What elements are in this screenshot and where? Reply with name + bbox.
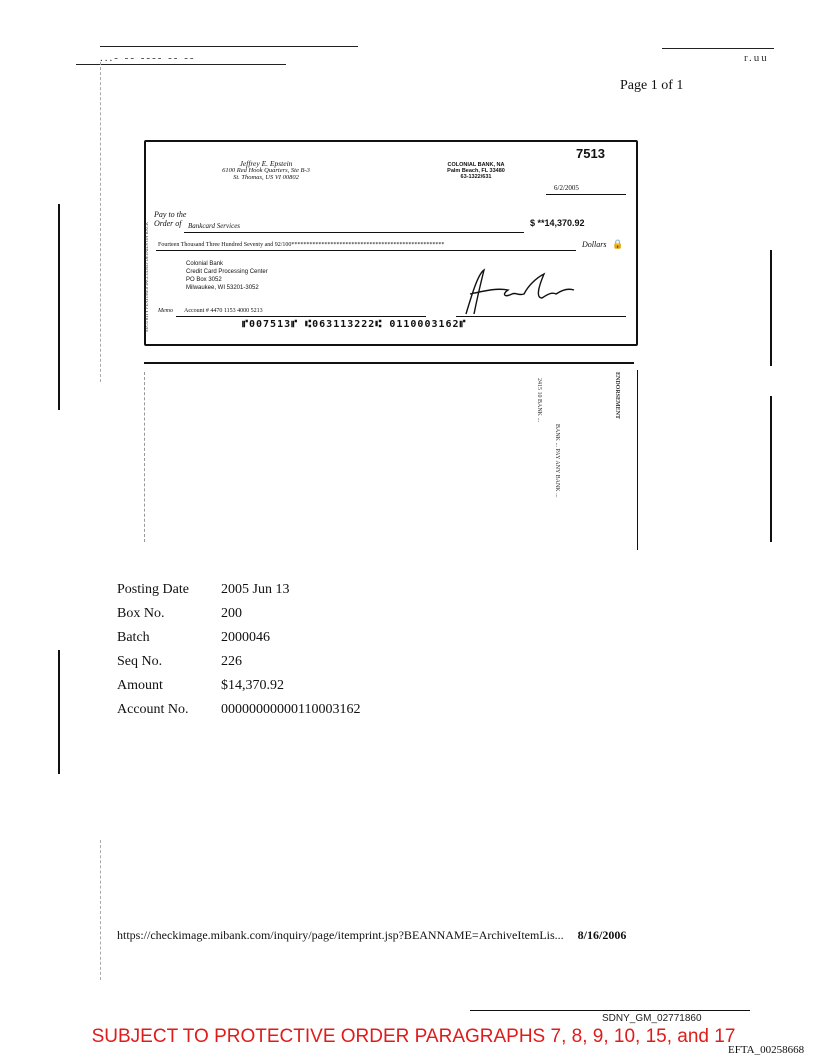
- scan-bar-left-mid: [58, 650, 60, 774]
- posting-value: $14,370.92: [221, 678, 284, 693]
- scan-edge-lower: [100, 840, 102, 980]
- posting-value: 226: [221, 654, 242, 669]
- pay-to-line-1: Pay to the: [154, 210, 187, 219]
- bank-city: Palm Beach, FL 33480: [447, 168, 505, 174]
- fax-header-right: r.uu: [744, 52, 769, 64]
- words-line: [156, 250, 576, 251]
- bank-name: COLONIAL BANK, NA: [447, 162, 505, 168]
- drawer-address-2: St. Thomas, US VI 00802: [233, 174, 299, 181]
- drawer-address-1: 6100 Red Hook Quarters, Ste B-3: [222, 167, 310, 174]
- scan-edge: [100, 62, 102, 382]
- back-endorsement-text-a: 2415 10 BANK ...: [536, 378, 542, 423]
- check-amount: $ **14,370.92: [530, 218, 585, 228]
- memo-value: Account # 4470 1153 4000 5213: [184, 308, 263, 314]
- lock-icon: 🔒: [612, 239, 624, 249]
- check-address-block: [186, 260, 268, 292]
- check-payee: Bankcard Services: [188, 222, 241, 230]
- payee-line: [184, 232, 524, 233]
- bates-number: SDNY_GM_02771860: [602, 1013, 702, 1024]
- check-bank: [426, 162, 526, 180]
- check-image-back: [144, 362, 634, 550]
- footer-url-line: [117, 928, 626, 943]
- back-endorsement-text-c: ENDORSEMENT: [614, 372, 620, 420]
- dollars-label: Dollars: [582, 240, 607, 249]
- fax-header-left: ...- -- ---- -- --: [100, 52, 196, 64]
- posting-value: 2005 Jun 13: [221, 582, 290, 597]
- address-line-2: Credit Card Processing Center: [186, 269, 268, 275]
- check-date: 6/2/2005: [554, 184, 579, 192]
- signature-image: [458, 264, 578, 318]
- posting-value: 200: [221, 606, 242, 621]
- memo-label: Memo: [158, 308, 173, 314]
- address-line-4: Milwaukee, WI 53201-3052: [186, 285, 259, 291]
- print-url: https://checkimage.mibank.com/inquiry/page/itemprint.jsp?BEANNAME=ArchiveItemLis...: [117, 928, 564, 942]
- posting-label: Box No.: [117, 606, 165, 621]
- back-endorsement-text-b: BANK ... PAY ANY BANK ...: [554, 424, 560, 498]
- fax-rule: [100, 46, 358, 47]
- check-drawer: [206, 160, 326, 181]
- fax-rule-lower: [76, 64, 286, 65]
- check-side-text: SECURITY FEATURES INCLUDED DETAILS ON BACK: [144, 221, 149, 332]
- scan-bar-left-top: [58, 204, 60, 410]
- signature-line: [456, 316, 626, 317]
- check-amount-words: Fourteen Thousand Three Hundred Seventy and 92/100***************************************************: [158, 242, 445, 248]
- pay-to-label: [154, 210, 186, 228]
- address-line-3: PO Box 3052: [186, 277, 222, 283]
- address-line-1: Colonial Bank: [186, 261, 224, 267]
- print-date: 8/16/2006: [577, 928, 627, 942]
- date-line: [546, 194, 626, 195]
- bates-rule: [470, 1010, 750, 1011]
- fax-rule-right: [662, 48, 774, 49]
- posting-label: Account No.: [117, 702, 189, 717]
- memo-line: [176, 316, 426, 317]
- back-right-edge: [637, 370, 638, 550]
- efta-number: EFTA_00258668: [728, 1044, 805, 1056]
- page-label: Page 1 of 1: [620, 78, 684, 93]
- posting-value: 2000046: [221, 630, 270, 645]
- scan-bar-right-top: [770, 250, 772, 366]
- check-image-front: [144, 140, 638, 346]
- posting-value: 00000000000110003162: [221, 702, 361, 717]
- back-edge: [144, 372, 167, 542]
- posting-label: Seq No.: [117, 654, 163, 669]
- posting-label: Batch: [117, 630, 150, 645]
- pay-to-line-2: Order of: [154, 219, 182, 228]
- check-number: 7513: [576, 146, 605, 161]
- bank-routing-fraction: 63-1322/631: [460, 174, 492, 180]
- scan-bar-right-mid: [770, 396, 772, 542]
- posting-label: Amount: [117, 678, 163, 693]
- protective-order-banner: SUBJECT TO PROTECTIVE ORDER PARAGRAPHS 7, 8, 9, 10, 15, and 17: [91, 1026, 736, 1047]
- micr-line: ⑈007513⑈ ⑆063113222⑆ 0110003162⑈: [242, 319, 467, 330]
- posting-label: Posting Date: [117, 582, 189, 597]
- drawer-name: Jeffrey E. Epstein: [239, 159, 293, 168]
